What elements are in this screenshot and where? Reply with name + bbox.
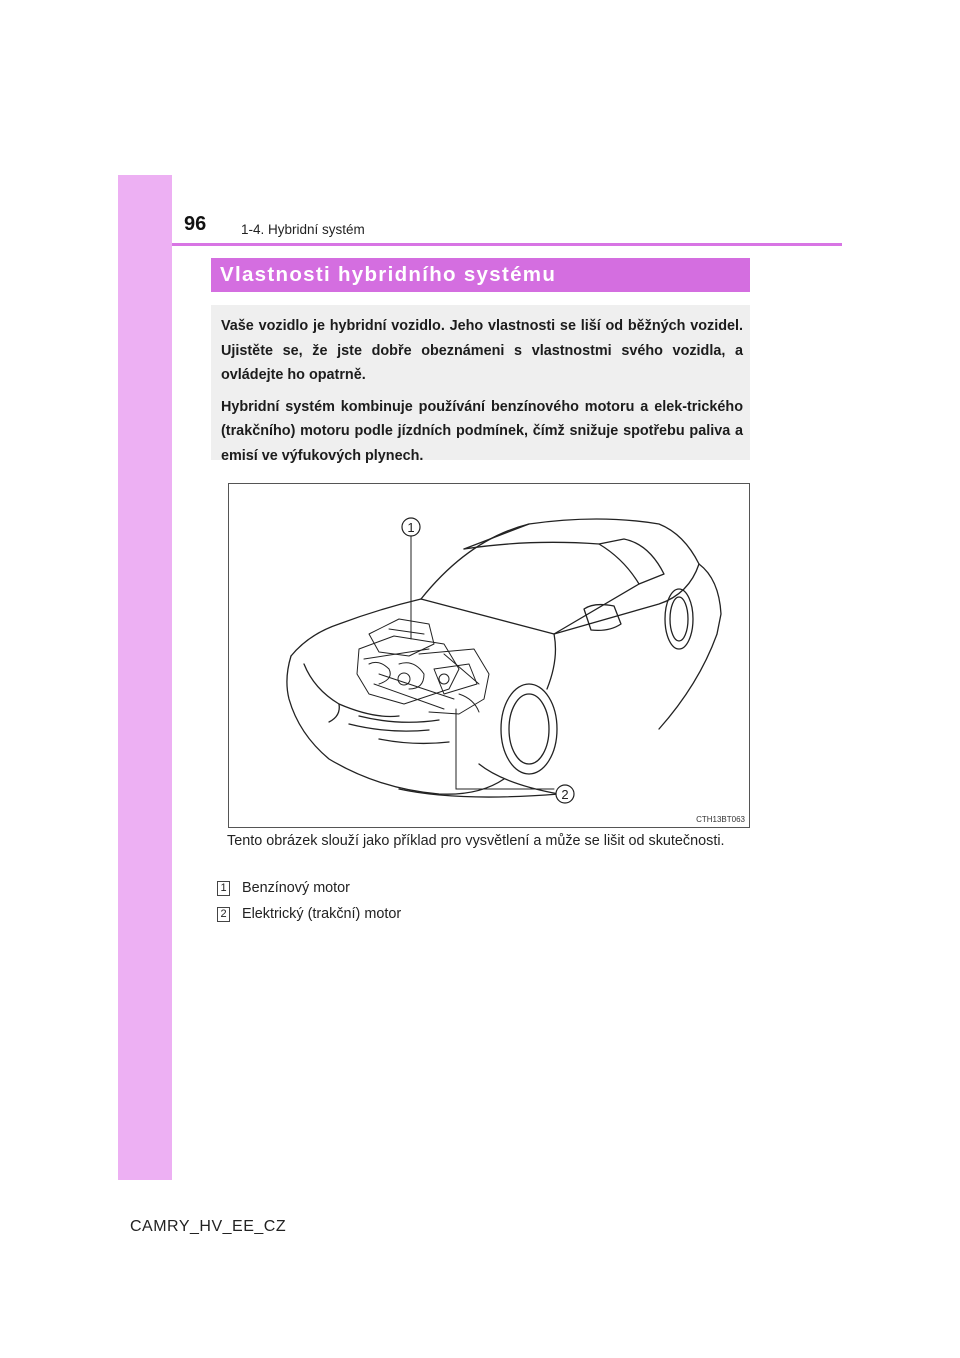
intro-paragraph: Vaše vozidlo je hybridní vozidlo. Jeho vlastnosti se liší od běžných vozidel. Ujistěte se, že jste dobře obeznámeni s vlastnostmi svého vozidla, a ovládejte ho opatrně. [221,318,743,383]
figure-code: CTH13BT063 [696,815,745,824]
section-title: 1-4. Hybridní systém [241,222,365,237]
legend-number: 2 [217,907,230,922]
intro-paragraph: Hybridní systém kombinuje používání benzínového motoru a elek-trického (trakčního) motoru podle jízdních podmínek, čímž snižuje spotřebu paliva a emisí ve výfukových plynech. [221,398,743,464]
legend-label: Elektrický (trakční) motor [242,906,402,922]
page-heading: Vlastnosti hybridního systému [220,263,557,286]
figure-caption: Tento obrázek slouží jako příklad pro vysvětlení a může se lišit od skutečnosti. [227,833,725,849]
car-illustration [229,484,749,827]
heading-bar [211,258,750,292]
legend-number: 1 [217,881,230,896]
header-divider [172,243,842,246]
legend-item [217,880,350,896]
legend-item [217,906,401,922]
intro-box [211,305,750,464]
callout-2: 2 [561,787,569,802]
callout-1: 1 [407,520,415,535]
footer-doc-code: CAMRY_HV_EE_CZ [130,1218,287,1235]
page-number: 96 [184,213,207,235]
chapter-side-tab [118,175,172,1180]
hybrid-system-figure [228,483,750,828]
legend-label: Benzínový motor [242,880,350,896]
